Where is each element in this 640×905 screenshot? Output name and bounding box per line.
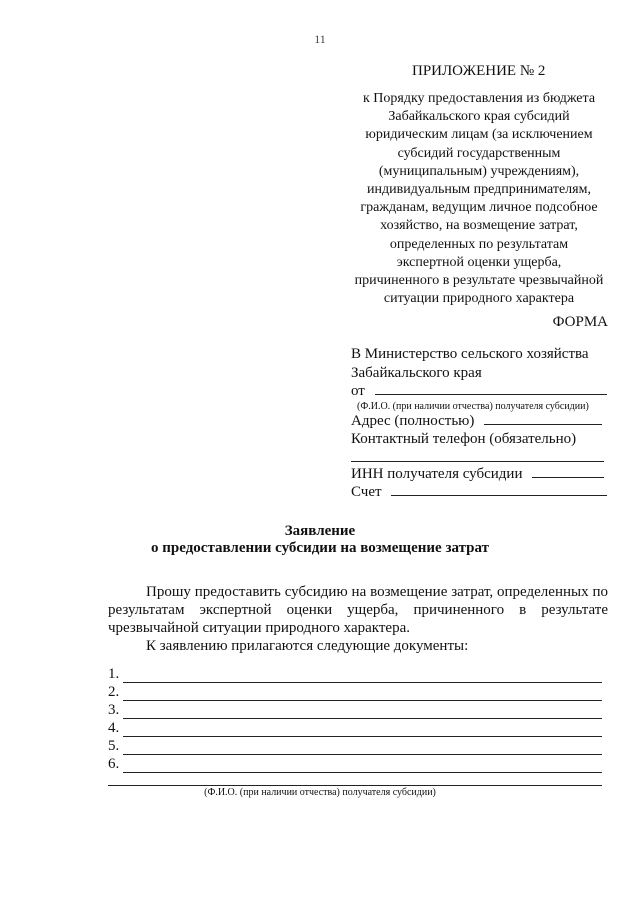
inn-blank-line[interactable] — [532, 477, 604, 478]
appendix-line: ситуации природного характера — [383, 291, 575, 307]
appendix-line: экспертной оценки ущерба, — [396, 254, 562, 270]
account-blank-line[interactable] — [391, 495, 607, 496]
document-number: 1. — [108, 666, 120, 682]
appendix-line: определенных по результатам — [389, 236, 569, 252]
appendix-line: юридическим лицам (за исключением — [365, 127, 593, 143]
addressee-line-2: Забайкальского края — [351, 365, 482, 381]
statement-paragraph: Прошу предоставить субсидию на возмещение затрат, определенных по результатам экспертной оценки ущерба, причиненного в результате чрезвычайной ситуации природного характера. — [108, 584, 608, 636]
document-blank-line[interactable] — [123, 670, 602, 683]
phone-blank-line[interactable] — [351, 447, 604, 462]
document-number: 4. — [108, 720, 120, 736]
document-number: 3. — [108, 702, 120, 718]
document-blank-line[interactable] — [123, 688, 602, 701]
appendix-line: хозяйство, на возмещение затрат, — [380, 218, 578, 234]
document-blank-line[interactable] — [123, 760, 602, 773]
appendix-line: причиненного в результате чрезвычайной — [354, 273, 604, 289]
from-blank-line[interactable] — [375, 394, 607, 395]
addressee-line-1: В Министерство сельского хозяйства — [351, 346, 589, 362]
form-label: ФОРМА — [552, 314, 608, 330]
document-blank-line[interactable] — [123, 742, 602, 755]
from-field[interactable] — [351, 383, 607, 400]
documents-intro: К заявлению прилагаются следующие документы: — [146, 638, 469, 654]
signature-line[interactable] — [108, 785, 602, 786]
appendix-text — [320, 90, 638, 308]
page-number: 11 — [314, 32, 326, 46]
appendix-line: субсидий государственным — [397, 145, 561, 161]
from-label: от — [351, 383, 365, 399]
document-item[interactable] — [108, 683, 602, 701]
appendix-line: гражданам, ведущим личное подсобное — [360, 200, 598, 216]
appendix-line: (муниципальным) учреждениям), — [378, 163, 580, 179]
address-blank-line[interactable] — [484, 424, 602, 425]
document-blank-line[interactable] — [123, 706, 602, 719]
address-label: Адрес (полностью) — [351, 413, 475, 429]
document-item[interactable] — [108, 755, 602, 773]
account-label: Счет — [351, 484, 382, 500]
inn-field[interactable] — [351, 466, 604, 483]
document-item[interactable] — [108, 665, 602, 683]
document-item[interactable] — [108, 737, 602, 755]
document-number: 2. — [108, 684, 120, 700]
document-item[interactable] — [108, 701, 602, 719]
document-number: 5. — [108, 738, 120, 754]
appendix-line: Забайкальского края субсидий — [388, 109, 570, 125]
from-caption: (Ф.И.О. (при наличии отчества) получателя субсидии) — [357, 401, 589, 412]
inn-label: ИНН получателя субсидии — [351, 466, 523, 482]
appendix-title: ПРИЛОЖЕНИЕ № 2 — [412, 63, 546, 79]
account-field[interactable] — [351, 484, 607, 501]
phone-label: Контактный телефон (обязательно) — [351, 431, 577, 447]
signature-caption: (Ф.И.О. (при наличии отчества) получателя субсидии) — [204, 787, 436, 798]
document-item[interactable] — [108, 719, 602, 737]
statement-title: Заявление — [284, 523, 356, 539]
appendix-line: к Порядку предоставления из бюджета — [362, 91, 596, 106]
statement-subtitle: о предоставлении субсидии на возмещение затрат — [151, 540, 489, 556]
document-blank-line[interactable] — [123, 724, 602, 737]
document-number: 6. — [108, 756, 120, 772]
appendix-line: индивидуальным предпринимателям, — [367, 182, 591, 198]
address-field[interactable] — [351, 413, 602, 430]
